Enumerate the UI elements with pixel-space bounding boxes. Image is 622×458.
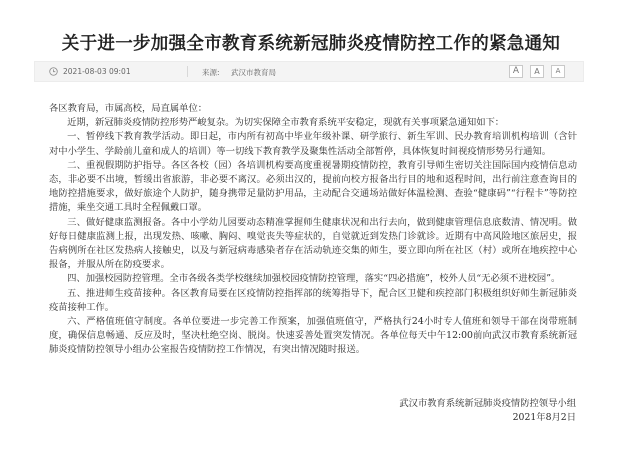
font-size-large-button[interactable]: A (509, 65, 523, 78)
clock-icon (49, 67, 58, 76)
source-label: 来源: (202, 68, 220, 77)
paragraph-item-6: 六、严格值班值守制度。各单位要进一步完善工作预案，加强值班值守，严格执行24小时专人值班和领导干部在岗带班制度，确保信息畅通、反应及时，坚决杜绝空岗、脱岗。快速妥善处置突发情况。各单位每天中午12:00前向武汉市教育系统新冠肺炎疫情防控领导小组办公室报告疫情防控工作情况，有突出情况随时报送。 (49, 316, 577, 356)
intro-paragraph: 近期，新冠肺炎疫情防控形势严峻复杂。为切实保障全市教育系统平安稳定，现就有关事项紧急通知如下： (67, 117, 505, 129)
font-size-small-button[interactable]: A (551, 65, 565, 78)
font-size-medium-button[interactable]: A (530, 65, 544, 78)
paragraph-item-2: 二、重视假期防护指导。各区各校（园）各培训机构要高度重视暑期疫情防控，教育引导师生密切关注国际国内疫情信息动态，非必要不出境，暂缓出省旅游，非必要不离汉。必须出汉的，提前向校方报备出行目的地和返程时间，出行前注意查询目的地防控措施要求，做好旅途个人防护，随身携带足量防护用品，主动配合交通场站做好体温检测、查验“健康码”“行程卡”等防控措施，乘坐交通工具时全程佩戴口罩。 (49, 159, 577, 214)
article-meta-bar (34, 61, 584, 82)
signature-block (399, 397, 576, 426)
publish-date: 2021-08-03 09:01 (63, 67, 131, 76)
source-name: 武汉市教育局 (231, 68, 276, 77)
meta-divider (187, 66, 188, 77)
page-title: 关于进一步加强全市教育系统新冠肺炎疫情防控工作的紧急通知 (61, 33, 561, 54)
signature-org: 武汉市教育系统新冠肺炎疫情防控领导小组 (399, 398, 576, 409)
paragraph-item-1: 一、暂停线下教育教学活动。即日起，市内所有初高中毕业年级补课、研学旅行、新生军训、民办教育培训机构培训（含针对中小学生、学龄前儿童和成人的培训）等一切线下教育教学及聚集性活动全部暂停，具体恢复时间视疫情形势另行通知。 (49, 131, 577, 157)
paragraph-item-4: 四、加强校园防控管理。全市各级各类学校继续加强校园疫情防控管理，落实“四必措施”，校外人员“无必须不进校园”。 (67, 273, 561, 285)
salutation: 各区教育局，市属高校，局直属单位： (49, 103, 208, 114)
paragraph-item-3: 三、做好健康监测报备。各中小学幼儿园要动态精准掌握师生健康状况和出行去向，做到健康管理信息底数清、情况明。做好每日健康监测上报，出现发热、咳嗽、胸闷、嗅觉丧失等症状的，自觉就近到发热门诊就诊。近期有中高风险地区旅居史，报告病例所在社区发热病人接触史，以及与新冠病毒感染者存在活动轨迹交集的师生，要立即向所在社区（村）或所在地疾控中心报备，并服从所在防疫要求。 (49, 216, 577, 271)
signature-date: 2021年8月2日 (512, 412, 576, 424)
article-body (49, 102, 577, 358)
paragraph-item-5: 五、推进师生疫苗接种。各区教育局要在区疫情防控指挥部的统筹指导下，配合区卫健和疾控部门积极组织好师生新冠肺炎疫苗接种工作。 (49, 287, 577, 313)
